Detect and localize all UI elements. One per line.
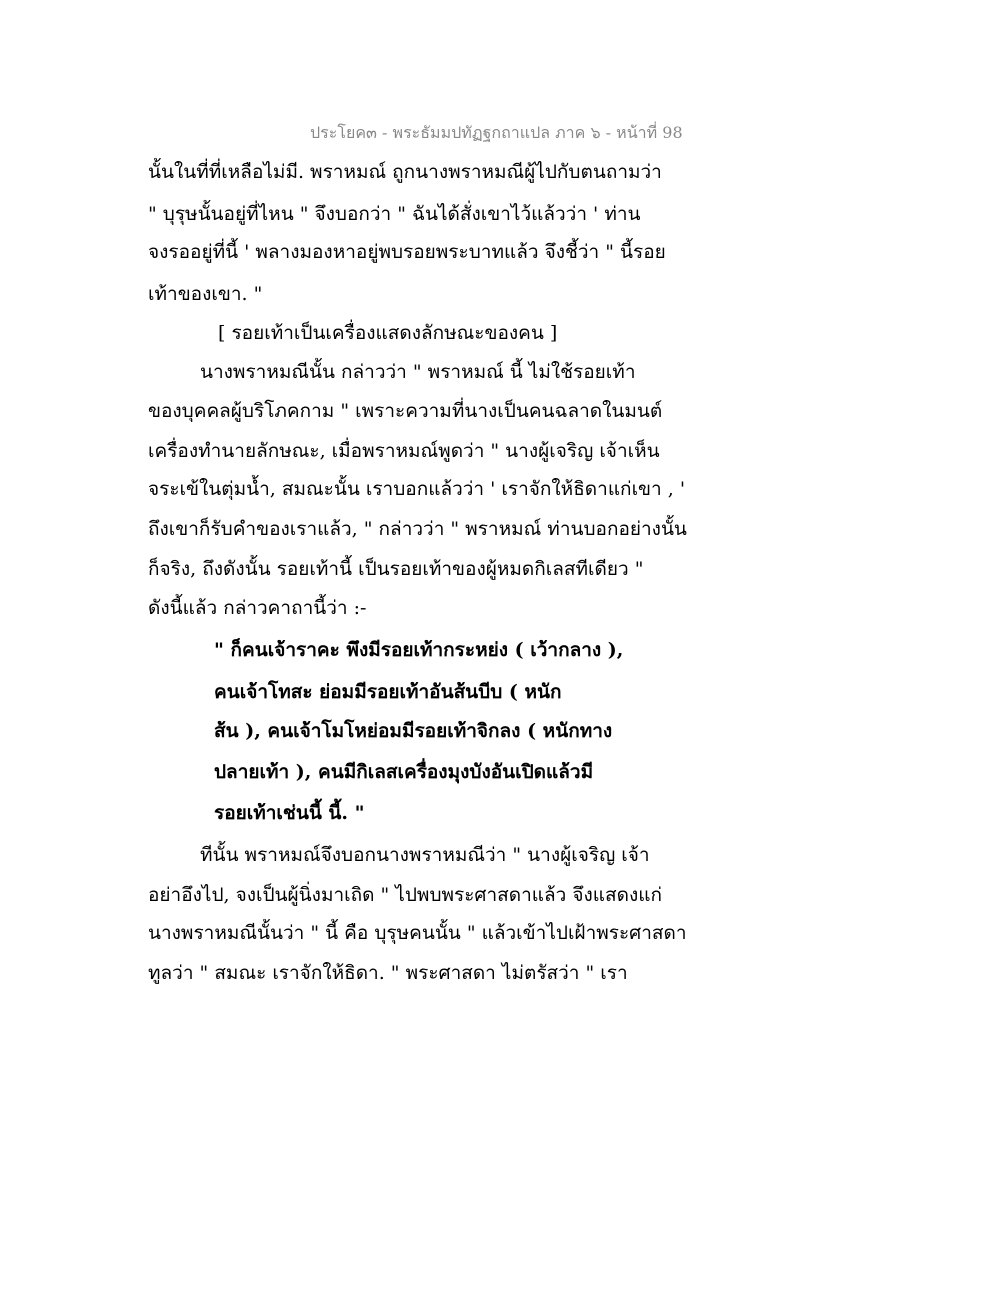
text-line: นางพราหมณีนั้น กล่าวว่า " พราหมณ์ นี้ ไม่ใช้รอยเท้า <box>200 361 636 383</box>
text-line: ทีนั้น พราหมณ์จึงบอกนางพราหมณีว่า " นางผู้เจริญ เจ้า <box>200 844 650 866</box>
verse-line: ปลายเท้า ), คนมีกิเลสเครื่องมุงบังอันเปิดแล้วมี <box>214 761 594 783</box>
text-line: นั้นในที่ที่เหลือไม่มี. พราหมณ์ ถูกนางพราหมณีผู้ไปกับตนถามว่า <box>148 161 662 183</box>
verse-line: รอยเท้าเช่นนี้ นี้. " <box>214 802 365 824</box>
verse-line: ส้น ), คนเจ้าโมโหย่อมมีรอยเท้าจิกลง ( หนักทาง <box>214 720 613 742</box>
text-line: ของบุคคลผู้บริโภคกาม " เพราะความที่นางเป็นคนฉลาดในมนต์ <box>148 400 663 422</box>
text-line: ก็จริง, ถึงดังนั้น รอยเท้านี้ เป็นรอยเท้าของผู้หมดกิเลสทีเดียว " <box>148 558 644 580</box>
text-line: ถึงเขาก็รับคำของเราแล้ว, " กล่าวว่า " พราหมณ์ ท่านบอกอย่างนั้น <box>148 518 687 540</box>
verse-line: " ก็คนเจ้าราคะ พึงมีรอยเท้ากระหย่ง ( เว้ากลาง ), <box>214 639 624 661</box>
text-line: เท้าของเขา. " <box>148 283 263 305</box>
text-line: จระเข้ในตุ่มน้ำ, สมณะนั้น เราบอกแล้วว่า ' เราจักให้ธิดาแก่เขา , ' <box>148 478 686 500</box>
text-line: " บุรุษนั้นอยู่ที่ไหน " จึงบอกว่า " ฉันได้สั่งเขาไว้แล้วว่า ' ท่าน <box>148 203 641 225</box>
section-heading: [ รอยเท้าเป็นเครื่องแสดงลักษณะของคน ] <box>218 322 558 344</box>
text-line: ดังนี้แล้ว กล่าวคาถานี้ว่า :- <box>148 597 367 619</box>
text-line: นางพราหมณีนั้นว่า " นี้ คือ บุรุษคนนั้น " แล้วเข้าไปเฝ้าพระศาสดา <box>148 922 687 944</box>
text-line: อย่าอึงไป, จงเป็นผู้นิ่งมาเถิด " ไปพบพระศาสดาแล้ว จึงแสดงแก่ <box>148 884 662 906</box>
text-line: จงรออยู่ที่นี้ ' พลางมองหาอยู่พบรอยพระบาทแล้ว จึงชี้ว่า " นี้รอย <box>148 241 666 263</box>
text-line: ทูลว่า " สมณะ เราจักให้ธิดา. " พระศาสดา ไม่ตรัสว่า " เรา <box>148 962 628 984</box>
text-line: เครื่องทำนายลักษณะ, เมื่อพราหมณ์พูดว่า " นางผู้เจริญ เจ้าเห็น <box>148 440 660 462</box>
verse-line: คนเจ้าโทสะ ย่อมมีรอยเท้าอันส้นบีบ ( หนัก <box>214 681 562 703</box>
page-header: ประโยค๓ - พระธัมมปทัฏฐกถาแปล ภาค ๖ - หน้าที่ 98 <box>310 123 683 142</box>
